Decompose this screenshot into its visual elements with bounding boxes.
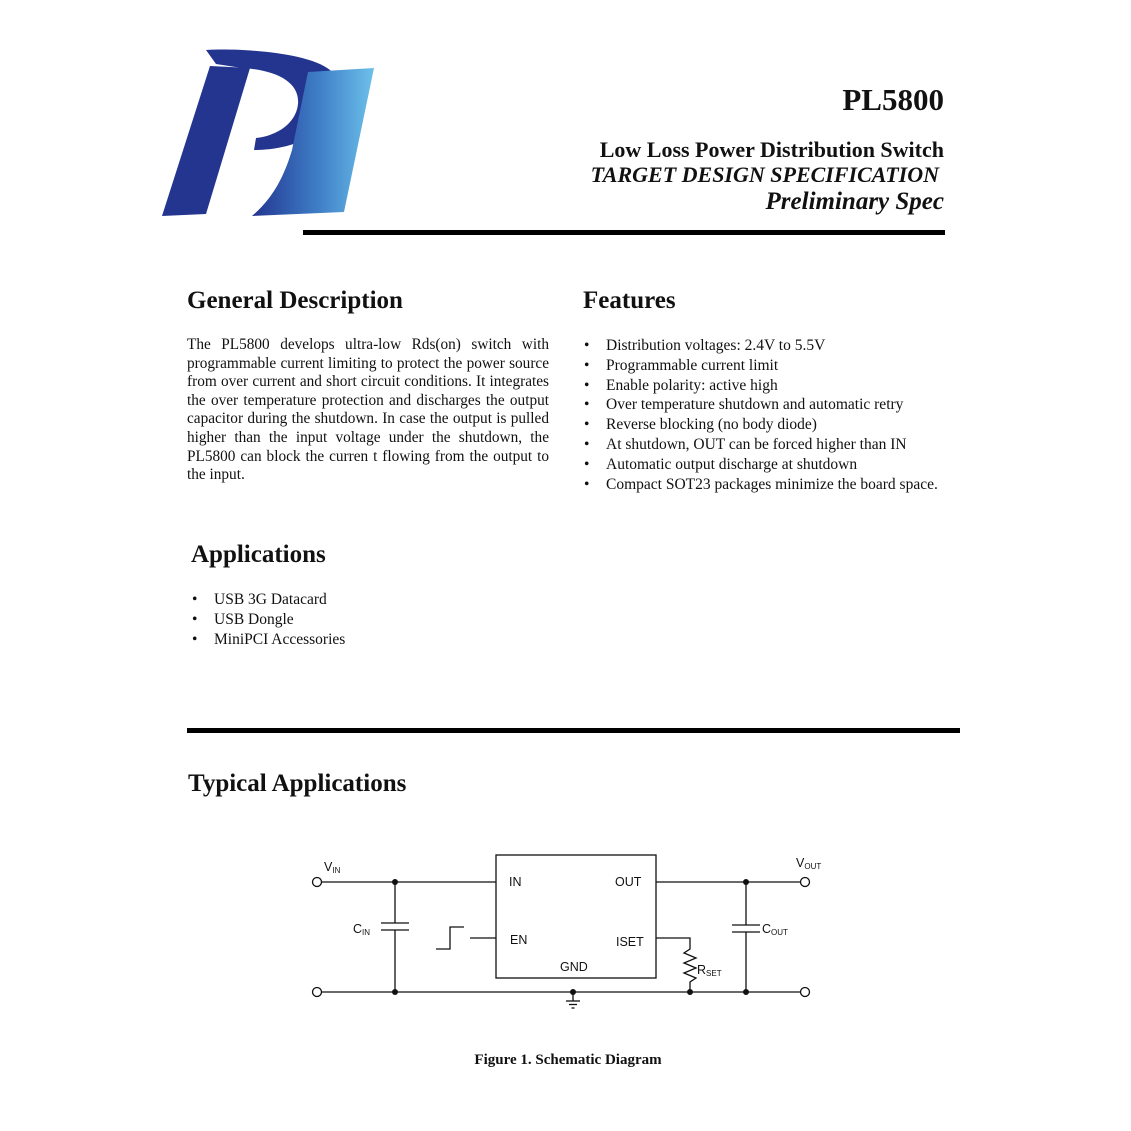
vin-label: VIN (324, 860, 341, 875)
list-item: • Distribution voltages: 2.4V to 5.5V (583, 336, 943, 356)
rset-label: RSET (697, 963, 722, 978)
list-item: • Over temperature shutdown and automatic retry (583, 395, 943, 415)
section-divider (187, 728, 960, 733)
cout-label: COUT (762, 922, 788, 937)
header-divider (303, 230, 945, 235)
list-item: • Reverse blocking (no body diode) (583, 415, 943, 435)
general-description-heading: General Description (187, 287, 403, 314)
vin-terminal (313, 878, 322, 887)
gnd-terminal-right (801, 988, 810, 997)
vout-terminal (801, 878, 810, 887)
list-item: • At shutdown, OUT can be forced higher than IN (583, 435, 943, 455)
document-subtitle: Low Loss Power Distribution Switch (599, 137, 944, 162)
features-list (583, 336, 943, 494)
cin-capacitor (381, 882, 409, 992)
list-item: • USB Dongle (191, 610, 511, 630)
pin-label-iset: ISET (616, 935, 644, 949)
pin-label-in: IN (509, 875, 522, 889)
pin-label-gnd: GND (560, 960, 588, 974)
gnd-terminal-left (313, 988, 322, 997)
company-logo (158, 46, 378, 221)
preliminary-label: Preliminary Spec (765, 188, 944, 215)
figure-caption: Figure 1. Schematic Diagram (474, 1052, 662, 1068)
vout-label: VOUT (796, 856, 822, 871)
pin-label-en: EN (510, 933, 528, 947)
list-item: • Programmable current limit (583, 356, 943, 376)
list-item: • Compact SOT23 packages minimize the board space. (583, 475, 943, 495)
general-description-body: The PL5800 develops ultra-low Rds(on) switch with programmable current limiting to protect the power source from over current and short circuit conditions. It integrates the over temperature protection and discharges the output capacitor during the shutdown. In case the output is pulled higher than the input voltage under the shutdown, the PL5800 can block the curren t flowing from the output to the input. (187, 336, 549, 484)
pin-label-out: OUT (615, 875, 642, 889)
list-item: • USB 3G Datacard (191, 590, 511, 610)
schematic-diagram (280, 845, 840, 1020)
list-item: • Enable polarity: active high (583, 376, 943, 396)
typical-applications-heading: Typical Applications (188, 770, 407, 797)
applications-heading: Applications (191, 541, 326, 568)
cin-label: CIN (353, 922, 371, 937)
list-item: • Automatic output discharge at shutdown (583, 455, 943, 475)
enable-step-signal (436, 927, 496, 949)
target-spec-label: TARGET DESIGN SPECIFICATION (590, 162, 939, 187)
list-item: • MiniPCI Accessories (191, 630, 511, 650)
cout-capacitor (732, 882, 760, 992)
part-number: PL5800 (842, 82, 944, 117)
ground-symbol (566, 992, 580, 1008)
applications-list (191, 590, 511, 649)
rset-resistor (656, 938, 696, 992)
features-heading: Features (583, 287, 676, 314)
